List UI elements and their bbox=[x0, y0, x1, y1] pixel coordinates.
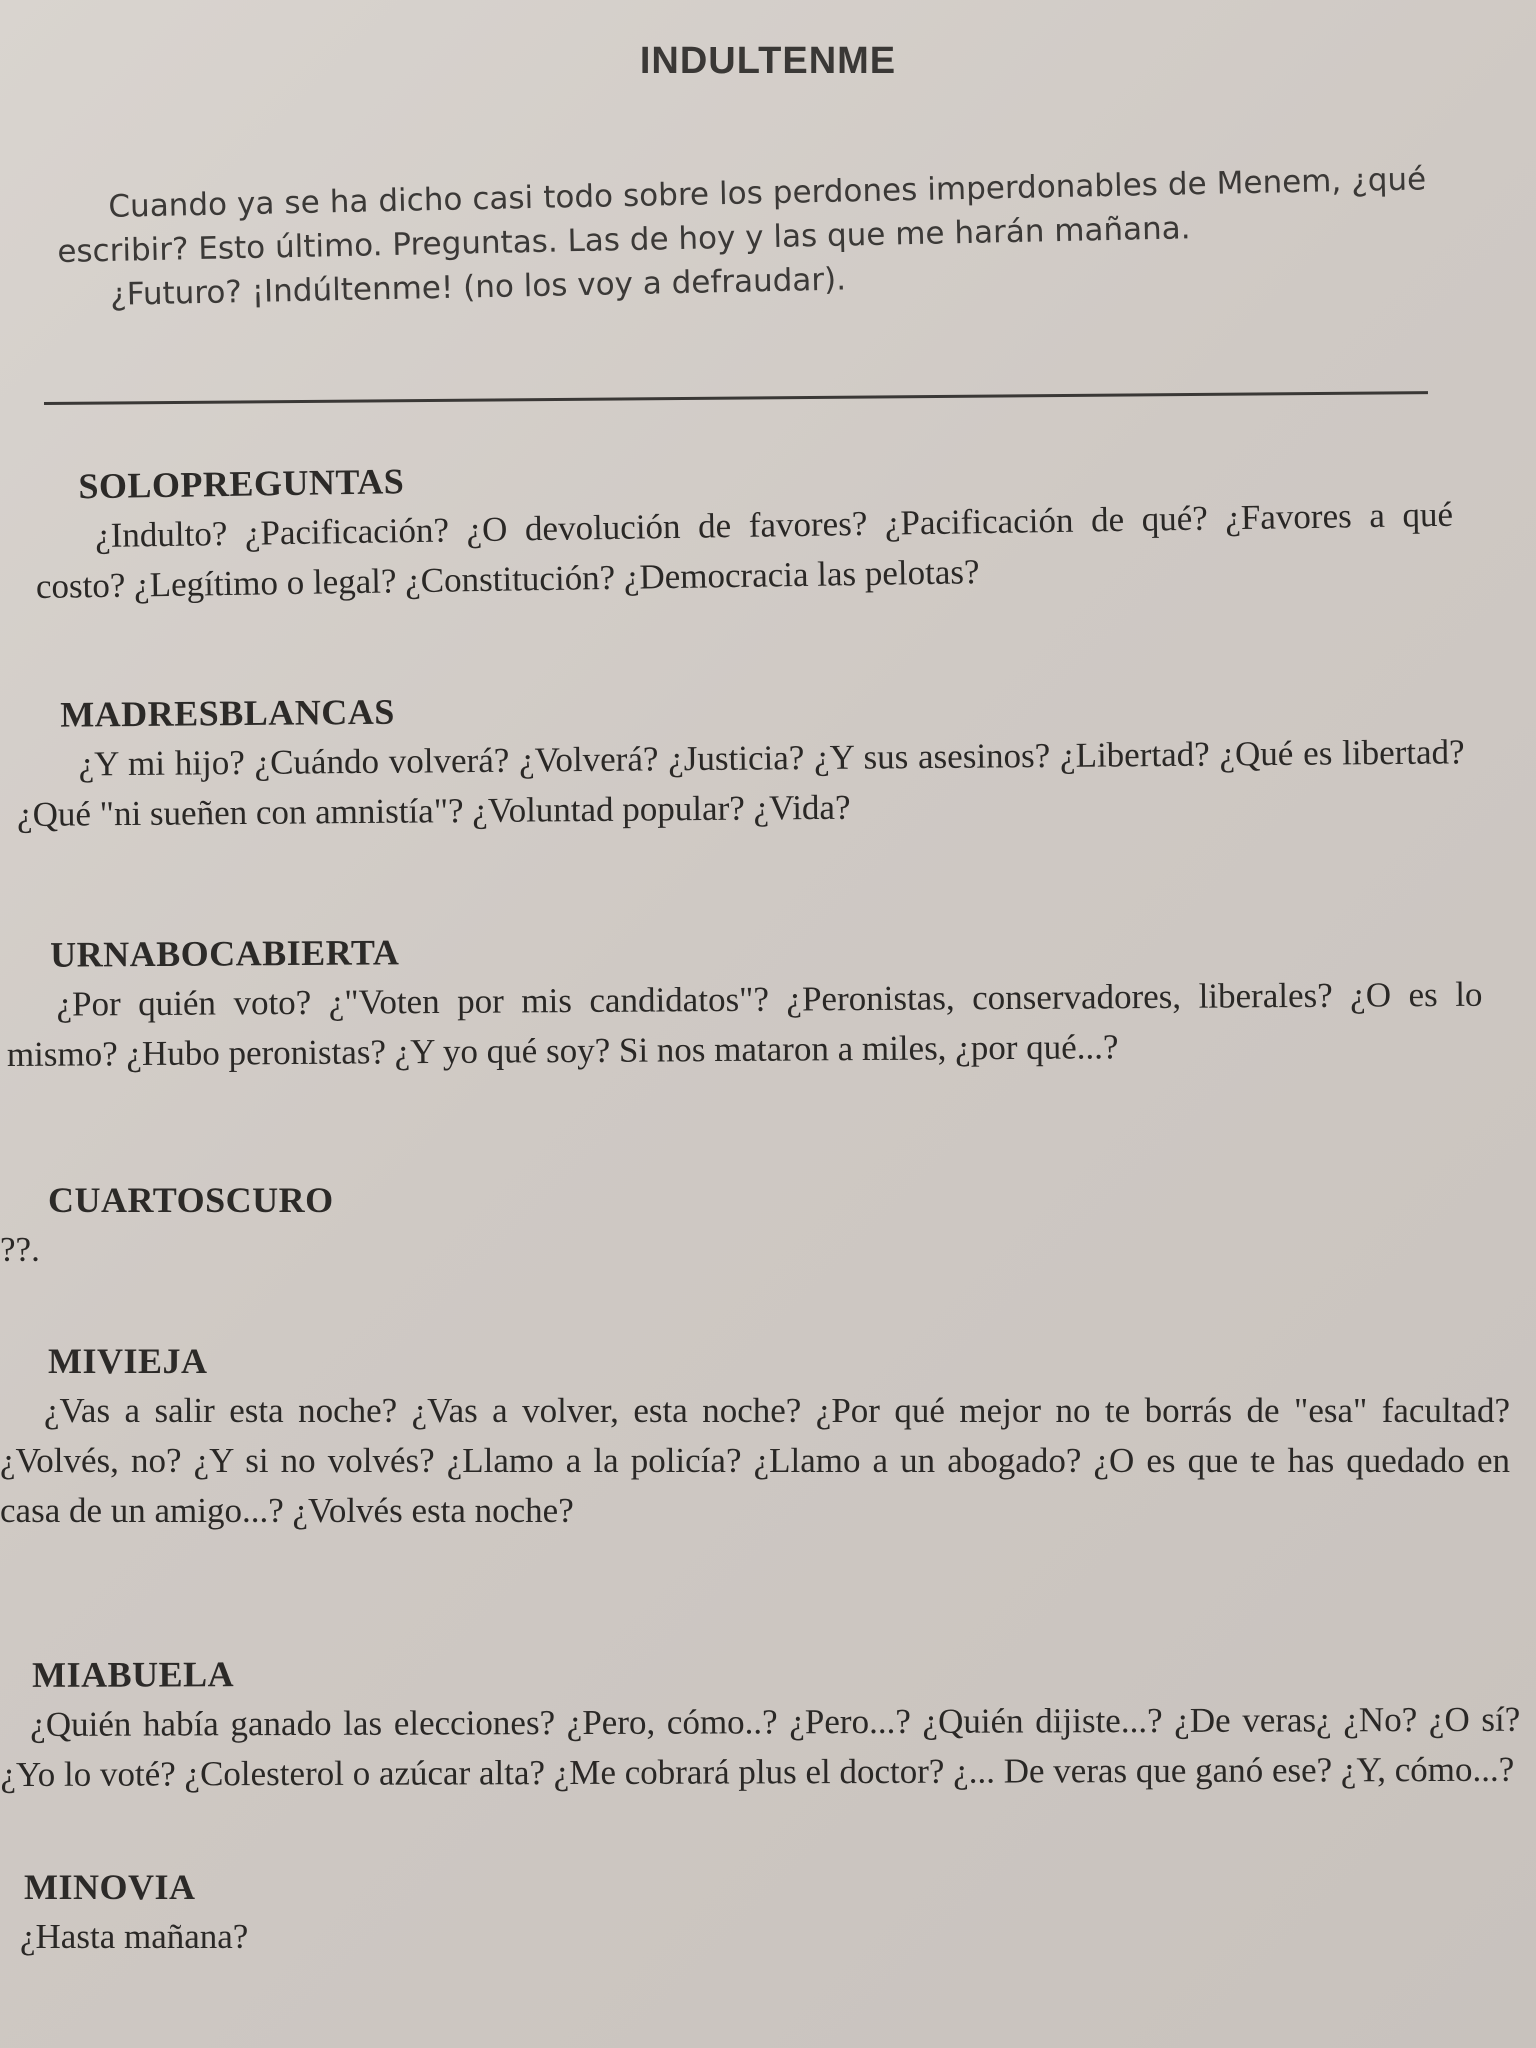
section-heading: CUARTOSCURO bbox=[48, 1180, 334, 1220]
section-heading: MIABUELA bbox=[32, 1654, 235, 1695]
section-body: ¿Por quién voto? ¿"Voten por mis candidatos"? ¿Peronistas, conservadores, liberales? ¿O es lo mismo? ¿Hubo peronistas? ¿Y yo qué soy? Si nos mataron a miles, ¿por qué...? bbox=[6, 974, 1483, 1074]
section-body: ¿Indulto? ¿Pacificación? ¿O devolución de favores? ¿Pacificación de qué? ¿Favores a qué costo? ¿Legítimo o legal? ¿Constitución? ¿Democracia las pelotas? bbox=[35, 494, 1454, 606]
section-heading: MIVIEJA bbox=[48, 1341, 208, 1381]
section-body: ¿Quién había ganado las elecciones? ¿Pero, cómo..? ¿Pero...? ¿Quién dijiste...? ¿De veras¿ ¿No? ¿O sí? ¿Yo lo voté? ¿Colesterol o azúcar alta? ¿Me cobrará plus el doctor? ¿... De veras que ganó ese? ¿Y, cómo...? bbox=[0, 1699, 1521, 1794]
intro-text bbox=[56, 157, 1428, 318]
section-solopreguntas bbox=[34, 440, 1454, 612]
section-mivieja bbox=[0, 1336, 1510, 1536]
section-minovia bbox=[0, 1862, 1520, 1962]
section-cuartoscuro bbox=[0, 1175, 1500, 1275]
intro-paragraph-2: ¿Futuro? ¡Indúltenme! (no los voy a defraudar). bbox=[109, 261, 847, 313]
section-body: ¿Y mi hijo? ¿Cuándo volverá? ¿Volverá? ¿Justicia? ¿Y sus asesinos? ¿Libertad? ¿Qué es libertad? ¿Qué "ni sueñen con amnistía"? ¿Voluntad popular? ¿Vida? bbox=[16, 732, 1465, 834]
section-body: ¿Hasta mañana? bbox=[20, 1917, 249, 1956]
divider-line bbox=[44, 391, 1428, 405]
section-heading: MADRESBLANCAS bbox=[60, 691, 395, 735]
section-heading: SOLOPREGUNTAS bbox=[78, 461, 405, 507]
section-heading: MINOVIA bbox=[24, 1867, 196, 1907]
section-heading: URNABOCABIERTA bbox=[50, 932, 400, 975]
intro-paragraph-1: Cuando ya se ha dicho casi todo sobre los perdones imperdonables de Menem, ¿qué escribir? Esto último. Preguntas. Las de hoy y las que me harán mañana. bbox=[57, 161, 1427, 270]
section-miabuela bbox=[0, 1645, 1521, 1800]
section-body: ¿Vas a salir esta noche? ¿Vas a volver, esta noche? ¿Por qué mejor no te borrás de "esa" facultad? ¿Volvés, no? ¿Y si no volvés? ¿Llamo a la policía? ¿Llamo a un abogado? ¿O es que te has quedado en casa de un amigo...? ¿Volvés esta noche? bbox=[0, 1391, 1510, 1530]
page-title: INDULTENME bbox=[639, 40, 897, 82]
section-body: ??. bbox=[0, 1230, 40, 1269]
section-madresblancas bbox=[16, 677, 1465, 840]
section-urnabocabierta bbox=[6, 920, 1483, 1080]
